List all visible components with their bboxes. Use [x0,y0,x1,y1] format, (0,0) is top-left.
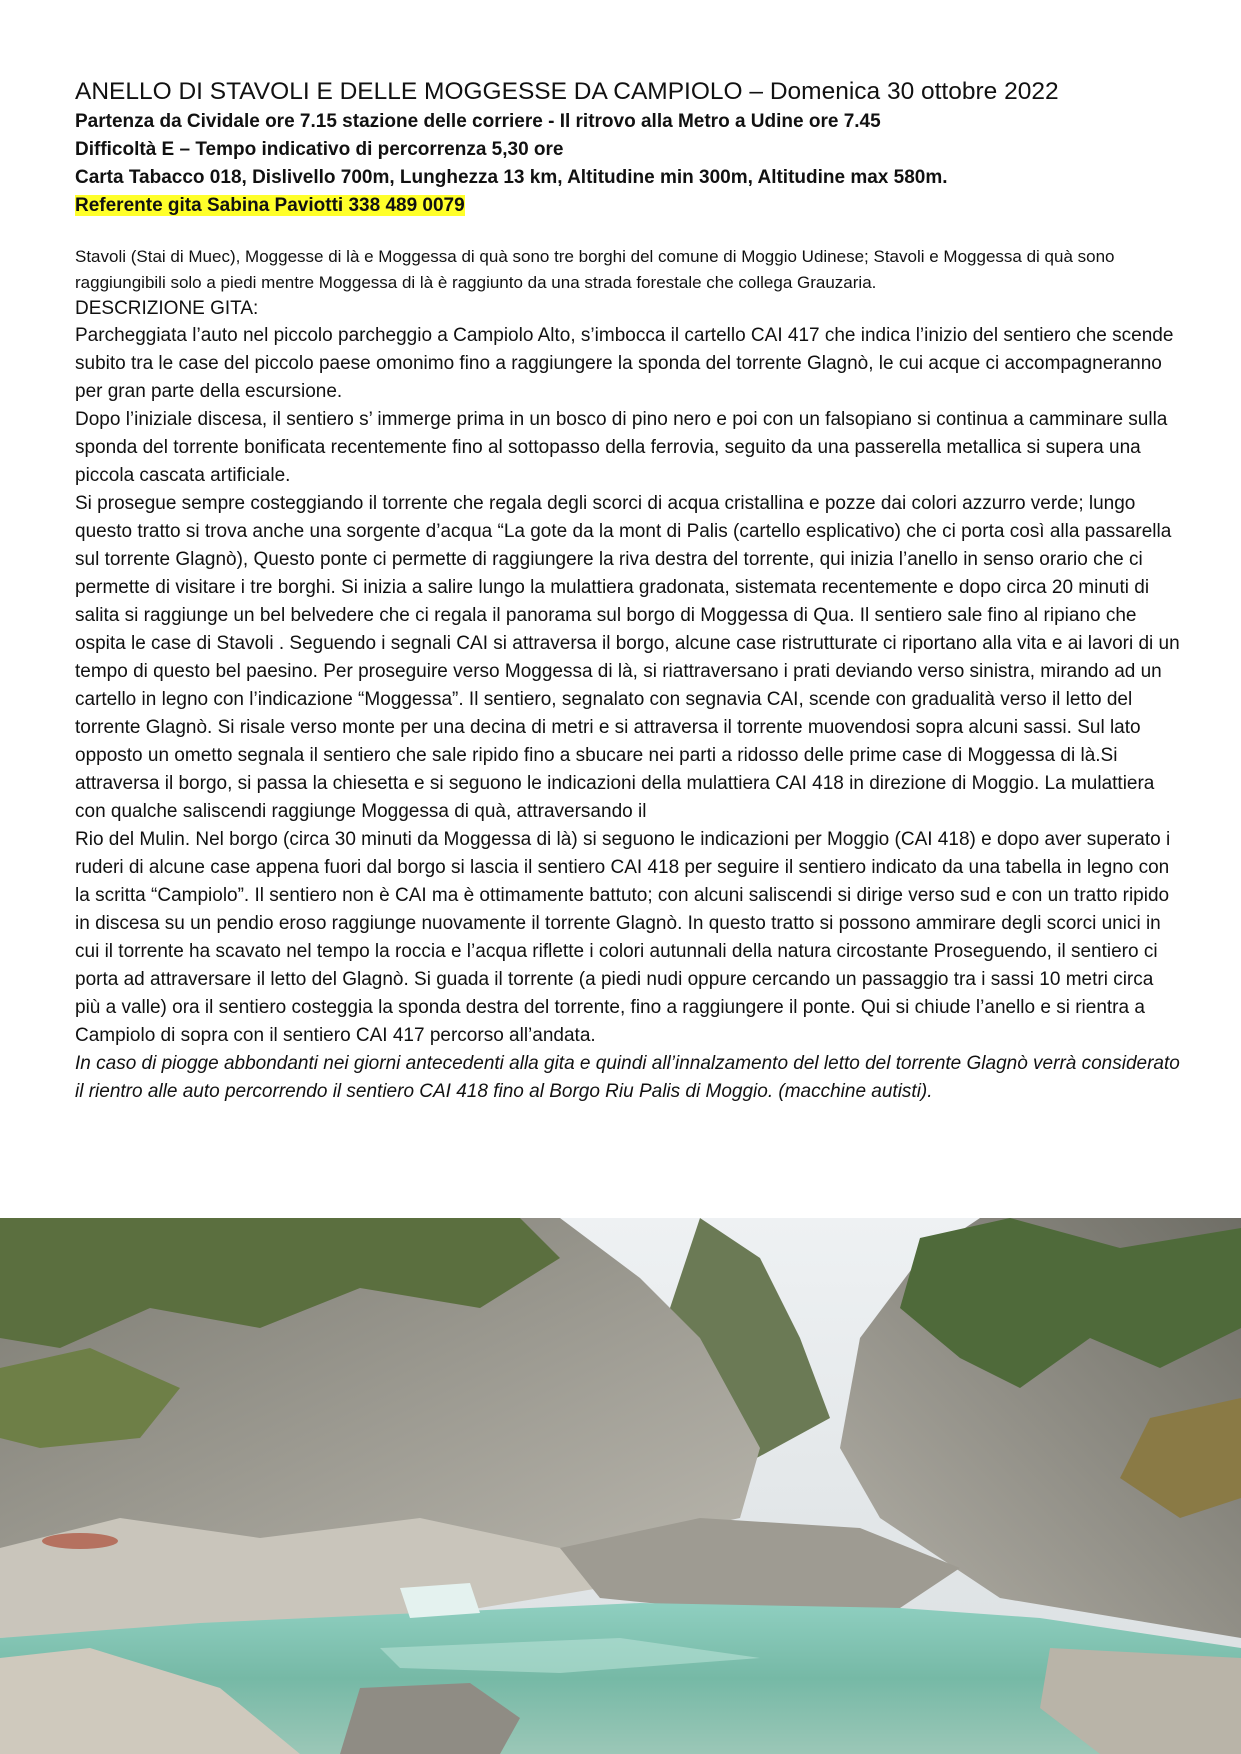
contact-highlight: Referente gita Sabina Paviotti 338 489 0079 [75,195,465,216]
gorge-illustration [0,1218,1241,1754]
paragraph-loop: Si prosegue sempre costeggiando il torrente che regala degli scorci di acqua cristallina e pozze dai colori azzurro verde; lungo questo tratto si trova anche una sorgente d’acqua “La gote da la mont di Palis (cartello esplicativo) che ci porta così alla passarella sul torrente Glagnò), Questo ponte ci permette di raggiungere la riva destra del torrente, qui inizia l’anello in senso orario che ci permette di visitare i tre borghi. Si inizia a salire lungo la mulattiera gradonata, sistemata recentemente e dopo circa 20 minuti di salita si raggiunge un bel belvedere che ci regala il panorama sul borgo di Moggessa di Qua. Il sentiero sale fino al ripiano che ospita le case di Stavoli . Seguendo i segnali CAI si attraversa il borgo, alcune case ristrutturate ci riportano alla vita e ai lavori di un tempo di questo bel paesino. Per proseguire verso Moggessa di là, si riattraversano i prati deviando verso sinistra, mirando ad un cartello in legno con l’indicazione “Moggessa”. Il sentiero, segnalato con segnavia CAI, scende con gradualità verso il letto del torrente Glagnò. Si risale verso monte per una decina di metri e si attraversa il torrente muovendosi sopra alcuni sassi. Sul lato opposto un ometto segnala il sentiero che sale ripido fino a sbucare nei parti a ridosso delle prime case di Moggessa di là.Si attraversa il borgo, si passa la chiesetta e si seguono le indicazioni della mulattiera CAI 418 in direzione di Moggio. La mulattiera con qualche saliscendi raggiunge Moggessa di quà, attraversando il [75,493,1180,822]
paragraph-descent: Dopo l’iniziale discesa, il sentiero s’ immerge prima in un bosco di pino nero e poi con un falsopiano si continua a camminare sulla sponda del torrente bonificata recentemente fino al sottopasso della ferrovia, seguito da una passerella metallica si supera una piccola cascata artificiale. [75,409,1168,486]
route-stats: Carta Tabacco 018, Dislivello 700m, Lunghezza 13 km, Altitudine min 300m, Altitudine max 580m. [75,167,948,188]
paragraph-parking: Parcheggiata l’auto nel piccolo parcheggio a Campiolo Alto, s’imbocca il cartello CAI 417 che indica l’inizio del sentiero che scende subito tra le case del piccolo paese omonimo fino a raggiungere la sponda del torrente Glagnò, le cui acque ci accompagneranno per gran parte della escursione. [75,325,1174,402]
difficulty-info: Difficoltà E – Tempo indicativo di percorrenza 5,30 ore [75,139,564,160]
text-content [75,76,1180,1106]
rain-note: In caso di piogge abbondanti nei giorni antecedenti alla gita e quindi all’innalzamento del letto del torrente Glagnò verrà considerato il rientro alle auto percorrendo il sentiero CAI 418 fino al Borgo Riu Palis di Moggio. (macchine autisti). [75,1053,1180,1102]
red-stone [42,1533,118,1549]
small-waterfall [400,1583,480,1618]
description-label: DESCRIZIONE GITA: [75,298,259,319]
paragraph-return: Rio del Mulin. Nel borgo (circa 30 minuti da Moggessa di là) si seguono le indicazioni per Moggio (CAI 418) e dopo aver superato i ruderi di alcune case appena fuori dal borgo si lascia il sentiero CAI 418 per seguire il sentiero indicato da una tabella in legno con la scritta “Campiolo”. Il sentiero non è CAI ma è ottimamente battuto; con alcuni saliscendi si dirige verso sud e con un tratto ripido in discesa su un pendio eroso raggiunge nuovamente il torrente Glagnò. In questo tratto si possono ammirare degli scorci unici in cui il torrente ha scavato nel tempo la roccia e l’acqua riflette i colori autunnali della natura circostante Proseguendo, il sentiero ci porta ad attraversare il letto del Glagnò. Si guada il torrente (a piedi nudi oppure cercando un passaggio tra i sassi 10 metri circa più a valle) ora il sentiero costeggia la sponda destra del torrente, fino a raggiungere il ponte. Qui si chiude l’anello e si rientra a Campiolo di sopra con il sentiero CAI 417 percorso all’andata. [75,829,1171,1046]
gorge-photo [0,1218,1241,1754]
contact-line [75,192,1180,220]
intro-paragraph: Stavoli (Stai di Muec), Moggesse di là e Moggessa di quà sono tre borghi del comune di Moggio Udinese; Stavoli e Moggessa di quà sono raggiungibili solo a piedi mentre Moggessa di là è raggiunto da una strada forestale che collega Grauzaria. [75,247,1115,292]
departure-info: Partenza da Cividale ore 7.15 stazione delle corriere - Il ritrovo alla Metro a Udine ore 7.45 [75,111,881,132]
page-title: ANELLO DI STAVOLI E DELLE MOGGESSE DA CAMPIOLO – Domenica 30 ottobre 2022 [75,78,1059,105]
